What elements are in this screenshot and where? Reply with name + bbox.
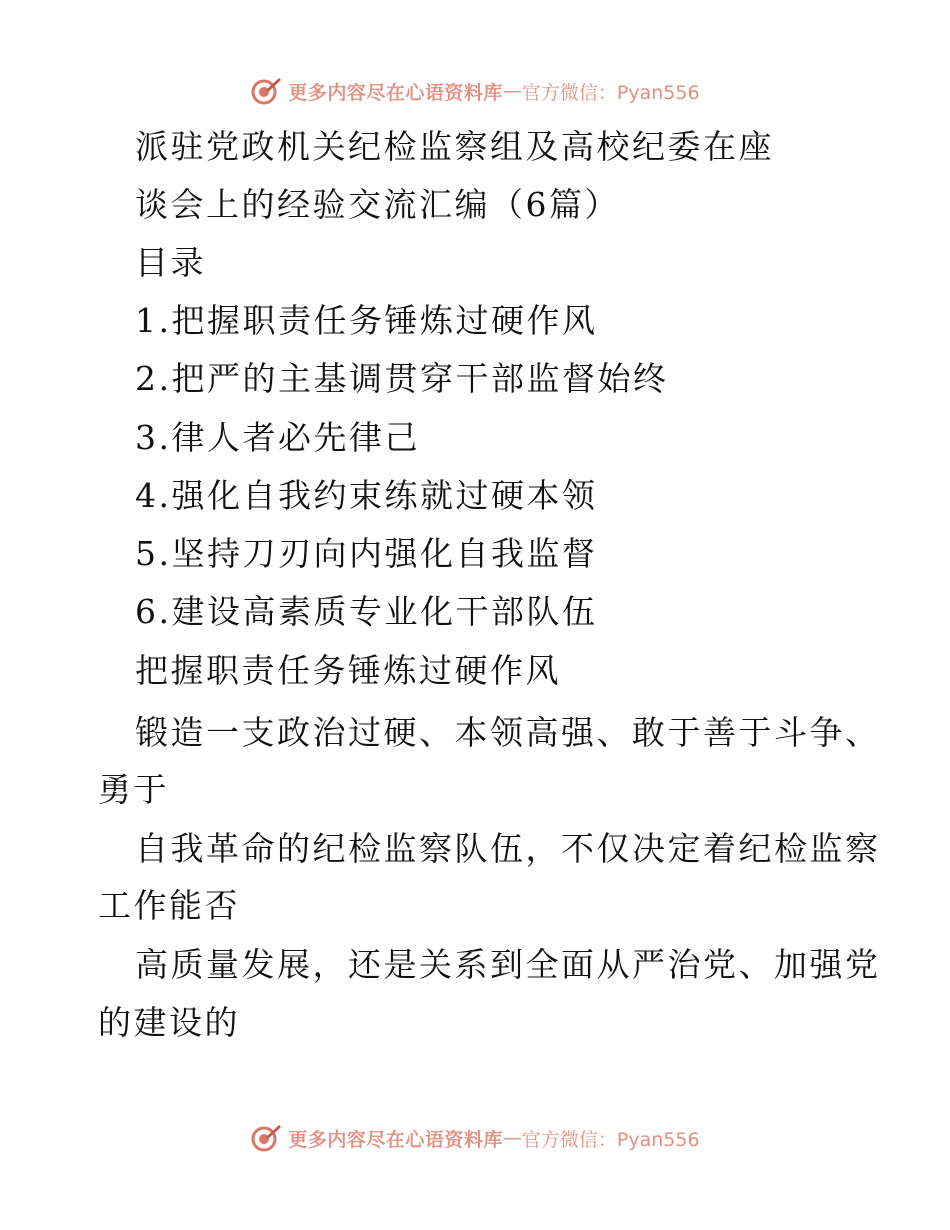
watermark-brand: 更多内容尽在心语资料库 [288, 1128, 503, 1151]
section-title: 把握职责任务锤炼过硬作风 [135, 651, 561, 690]
toc-item: 6.建设高素质专业化干部队伍 [135, 592, 598, 631]
toc-item: 2.把严的主基调贯穿干部监督始终 [135, 359, 669, 398]
paragraph-line: 勇于 [98, 770, 169, 809]
footer-watermark [0, 1118, 950, 1158]
toc-item: 1.把握职责任务锤炼过硬作风 [135, 301, 598, 340]
watermark-brand: 更多内容尽在心语资料库 [288, 81, 503, 104]
pen-circle-logo-icon [250, 1122, 282, 1154]
document-title-line-2: 谈会上的经验交流汇编（6篇） [135, 185, 620, 224]
toc-item: 5.坚持刀刃向内强化自我监督 [135, 534, 598, 573]
header-watermark [0, 71, 950, 111]
watermark-dash: — [502, 80, 522, 102]
toc-item: 3.律人者必先律己 [135, 418, 420, 457]
paragraph-line: 锻造一支政治过硬、本领高强、敢于善于斗争、 [135, 713, 881, 752]
watermark-contact: 官方微信：Pyan556 [521, 81, 700, 104]
paragraph-line: 工作能否 [98, 886, 240, 925]
pen-circle-logo-icon [250, 75, 282, 107]
watermark-contact: 官方微信：Pyan556 [521, 1128, 700, 1151]
paragraph-line: 高质量发展，还是关系到全面从严治党、加强党 [135, 945, 881, 984]
paragraph-line: 自我革命的纪检监察队伍，不仅决定着纪检监察 [135, 829, 881, 868]
paragraph-line: 的建设的 [98, 1003, 240, 1042]
watermark-dash: — [502, 1127, 522, 1149]
toc-item: 4.强化自我约束练就过硬本领 [135, 476, 598, 515]
toc-heading: 目录 [135, 243, 206, 282]
document-title-line-1: 派驻党政机关纪检监察组及高校纪委在座 [135, 127, 774, 166]
